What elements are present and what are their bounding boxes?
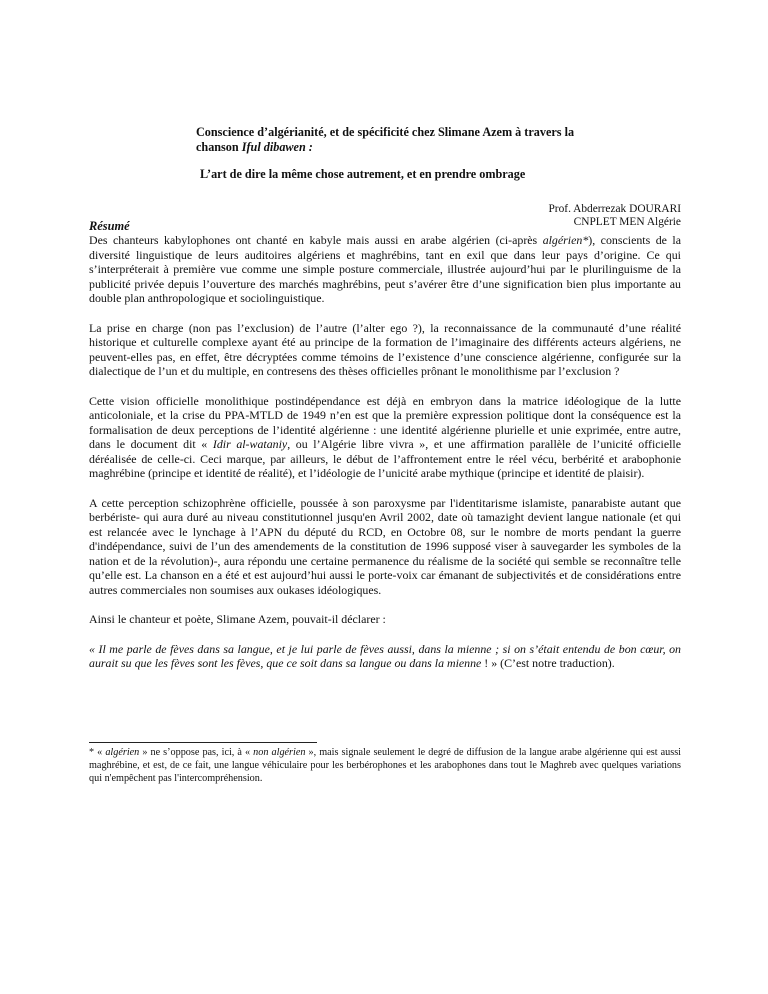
- article-title: [196, 125, 666, 155]
- author-affiliation: CNPLET MEN Algérie: [573, 216, 681, 228]
- footnote-em-2: non algérien: [253, 747, 306, 758]
- quotation: [89, 642, 681, 671]
- paragraph-1-text-a: Des chanteurs kabylophones ont chanté en kabyle mais aussi en arabe algérien (ci-après: [89, 233, 543, 247]
- paragraph-4: A cette perception schizophrène officielle, poussée à son paroxysme par l'identitarisme islamiste, panarabiste autant que berbériste- qui aura duré au niveau constitutionnel jusqu'en Avril 2002, date où tamazight devient langue nationale (et qui est relancée avec le lynchage à l’APN du député du RCD, en Octobre 08, sur le nombre de morts pendant la guerre d'indépendance, suivi de l’un des amendements de la constitution de 1996 supposé viser à sauvegarder les symboles de la nation et de la révolution)-, aura répondu une certaine permanence du réalisme de la société qui semble se reconnaître telle qu’elle est. La chanson en a été et est aujourd’hui aussi le porte-voix car émanant de subjectivités et de considérations entre autres commerciales non soumises aux oukases idéologiques.: [89, 495, 681, 597]
- paragraph-3-text-a: Cette vision officielle monolithique postindépendance est déjà en embryon dans la matrice idéologique de la lutte anticoloniale, et la crise du PPA-MTLD de 1949 n’en est que la première expression politique dont la conséquence est la formalisation de deux perceptions de l’identité algérienne : une identité algérienne plurielle et unie exprimée, entre autre, dans le document dit «: [89, 393, 681, 451]
- footnote: [89, 746, 681, 785]
- abstract-body: [89, 233, 681, 686]
- footnote-separator: [89, 742, 317, 743]
- title-line-1: Conscience d’algérianité, et de spécificité chez Slimane Azem à travers la: [196, 125, 575, 139]
- footnote-ref-algerien: algérien*: [542, 233, 589, 247]
- footnote-text-b: » ne s’oppose pas, ici, à «: [139, 747, 254, 758]
- song-title: Iful dibawen :: [241, 140, 313, 154]
- paragraph-3: [89, 394, 681, 481]
- paragraph-5: Ainsi le chanteur et poète, Slimane Azem, pouvait-il déclarer :: [89, 612, 386, 626]
- document-title-italic: Idir al-wataniy: [212, 437, 288, 451]
- paragraph-1: [89, 233, 681, 306]
- paragraph-3-text-b: , ou l’Algérie libre vivra », et une affirmation parallèle de l’unicité officielle déréalisée de celle-ci. Ceci marque, par ailleurs, le début de l’affrontement entre le réel vécu, berbérité et arabophonie maghrébine (principe et identité de réalité), et l’idéologie de l’unicité arabe mythique (principe et identité de plaisir).: [89, 437, 682, 480]
- author-name: Prof. Abderrezak DOURARI: [548, 203, 681, 215]
- abstract-heading: Résumé: [89, 219, 130, 233]
- article-subtitle: L’art de dire la même chose autrement, et en prendre ombrage: [200, 167, 526, 181]
- paragraph-2: La prise en charge (non pas l’exclusion) de l’autre (l’alter ego ?), la reconnaissance de la communauté d’une réalité historique et culturelle complexe ayant été au principe de la formation de l’imaginaire des différents acteurs algériens, ne peuvent-elles pas, en effet, être décryptées comme témoins de l’existence d’une conscience algérienne, configurée sur la dialectique de l’un et du multiple, en contresens des thèses officielles prônant le monolithisme par l’exclusion ?: [89, 320, 681, 378]
- quotation-text: « Il me parle de fèves dans sa langue, et je lui parle de fèves aussi, dans la mienne ; si on s’était entendu de bon cœur, on aurait su que les fèves sont les fèves, que ce soit dans sa langue ou dans la mienne: [89, 641, 681, 670]
- footnote-text-c: », mais signale seulement le degré de diffusion de la langue arabe algérienne qui est aussi maghrébine, et est, de ce fait, une langue véhiculaire pour les berbérophones et les arabophones dans tout le Maghreb avec quelques variations qui n'empêchent pas l'intercompréhension.: [89, 747, 681, 784]
- quotation-tail: ! » (C’est notre traduction).: [481, 656, 615, 670]
- paragraph-1-text-b: ), conscients de la diversité linguistique de leurs auditoires algériens et maghrébins, tant en exil que dans leur pays d’origine. Ce qui s’interpréterait à première vue comme une simple posture commerciale, illustrée aujourd’hui par le plurilinguisme de la publicité privée depuis l’ouverture des marchés maghrébins, peut s’avérer être d’une signification bien plus importante au double plan anthropologique et sociolinguistique.: [89, 233, 682, 305]
- footnote-em-1: algérien: [105, 747, 140, 758]
- footnote-text-a: * «: [89, 747, 106, 758]
- title-line-2-prefix: chanson: [196, 140, 242, 154]
- author-block: [548, 203, 681, 229]
